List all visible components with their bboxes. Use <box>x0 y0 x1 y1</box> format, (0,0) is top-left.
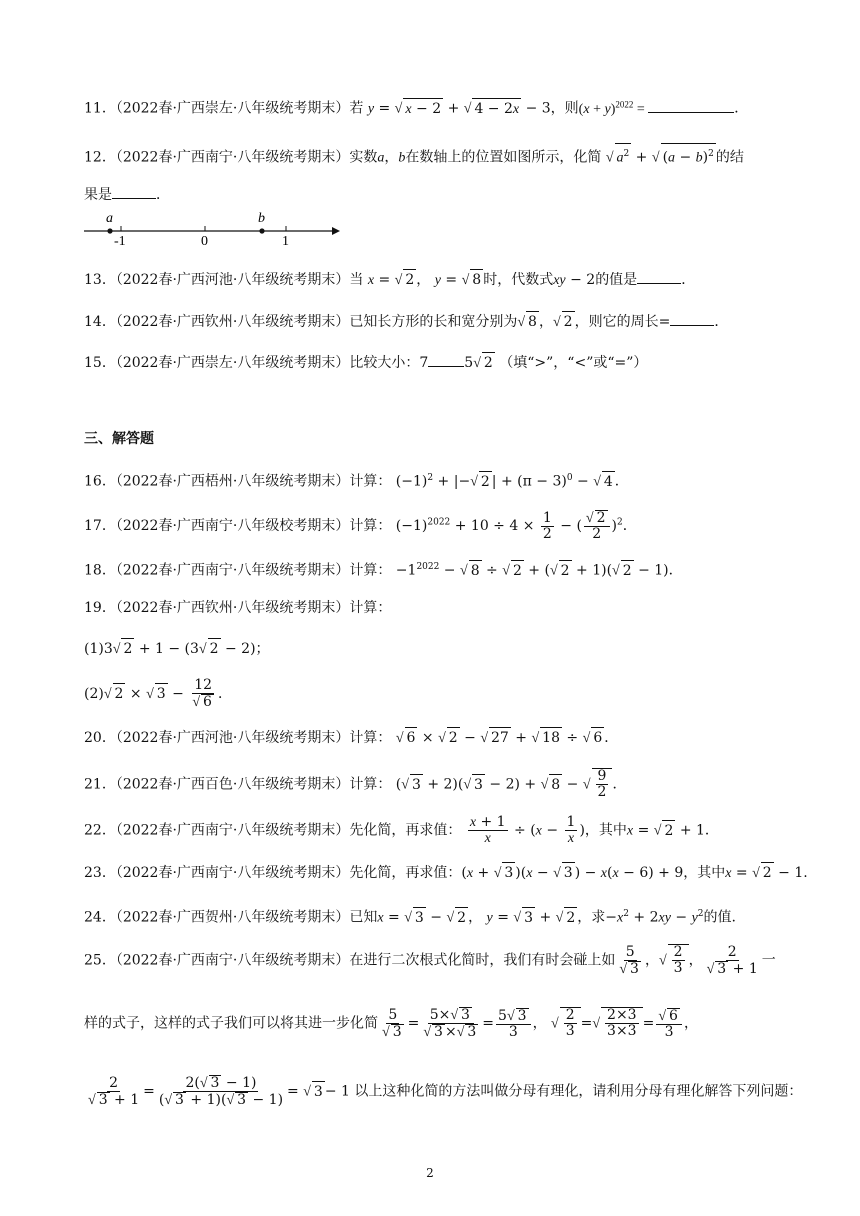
question-source: （2022春·广西钦州·八年级统考期末） <box>115 314 350 330</box>
question-text: ，其中 <box>683 865 726 881</box>
question-19 <box>84 598 391 618</box>
period: ． <box>156 187 170 203</box>
question-12-line2 <box>84 184 170 205</box>
question-23: 23．（2022春·广西南宁·八年级统考期末）先化简，再求值：(x + √ 3 )(x − √ 3 ) − x(x − 6) + 9，其中x = √ 2 − 1. <box>84 862 808 884</box>
question-number: 25． <box>84 952 116 969</box>
question-source: （2022春·广西崇左·八年级统考期末） <box>115 100 350 117</box>
question-text: 已知 <box>349 909 378 926</box>
question-text: 的值. <box>703 909 736 926</box>
question-source: （2022春·广西南宁·八年级校考期末） <box>115 518 350 534</box>
question-source: （2022春·广西百色·八年级统考期末） <box>115 776 350 793</box>
question-text: 的值是 <box>595 272 638 288</box>
answer-blank[interactable] <box>637 269 681 284</box>
answer-blank[interactable] <box>428 352 464 367</box>
part-label: (2) <box>84 686 104 702</box>
question-14: 14．（2022春·广西钦州·八年级统考期末）已知长方形的长和宽分别为√ 8 ，√ 2 ，则它的周长= ． <box>84 311 728 333</box>
question-source: （2022春·广西河池·八年级统考期末） <box>115 730 350 746</box>
question-source: （2022春·广西南宁·八年级统考期末） <box>115 562 350 579</box>
question-19-part-1: (1)3√ 2 + 1 − (3√ 2 − 2)； <box>84 638 270 660</box>
question-number: 23． <box>84 865 116 881</box>
question-text: 样的式子，这样的式子我们可以将其进一步化简 <box>84 1015 378 1032</box>
question-number: 16． <box>84 473 116 490</box>
question-source: （2022春·广西南宁·八年级统考期末） <box>115 952 350 969</box>
question-text: 计算： <box>349 600 392 616</box>
label-1: 1 <box>282 234 289 248</box>
label-a: a <box>106 211 113 226</box>
question-text: 计算： <box>349 518 392 534</box>
question-20: 20．（2022春·广西河池·八年级统考期末）计算： √ 6 × √ 2 − √ 27 + √ 18 ÷ √ 6 ． <box>84 727 618 749</box>
answer-blank[interactable] <box>112 184 156 199</box>
question-25-line3: $\frac{2}{√ 3 + 1}$ = $\frac{2(√ 3 - 1)}{(√ 3 + 1)(√ 3 - 1)}$ = √ 3 − 1 以上这种化简的方法叫做分母有理化，请利用分母有理化解答下列问题： <box>88 1074 803 1108</box>
question-number: 11． <box>84 100 116 117</box>
var-b: b <box>398 150 406 166</box>
var-a: a <box>377 150 385 166</box>
question-number: 15． <box>84 355 116 371</box>
question-number: 19． <box>84 600 116 616</box>
number-line <box>84 208 344 248</box>
question-15: 15．（2022春·广西崇左·八年级统考期末）比较大小：7 5√ 2 （填“>”，“<”或“=”） <box>84 352 647 374</box>
question-source: （2022春·广西南宁·八年级统考期末） <box>115 865 350 881</box>
question-18: 18．（2022春·广西南宁·八年级统考期末）计算： $-1^{2022}$ − √ 8 ÷ √ 2 + (√ 2 + 1)(√ 2 − 1)． <box>84 557 683 582</box>
part-label: (1) <box>84 641 104 657</box>
question-text: 已知长方形的长和宽分别为 <box>349 314 518 330</box>
section-heading: 三、解答题 <box>84 431 154 447</box>
question-12: 12．（2022春·广西南宁·八年级统考期末）实数a，b在数轴上的位置如图所示，化简 √ $a^2$ + √ $(a - b)^2$ 的结 <box>84 143 744 169</box>
question-source: （2022春·广西崇左·八年级统考期末） <box>115 355 350 371</box>
question-number: 24． <box>84 909 116 926</box>
label-b: b <box>258 211 265 226</box>
answer-blank[interactable] <box>670 311 714 326</box>
question-number: 13． <box>84 272 116 288</box>
question-source: （2022春·广西南宁·八年级统考期末） <box>115 822 350 839</box>
page-number: 2 <box>426 1166 434 1180</box>
math-expression: y <box>367 101 375 117</box>
question-25-line2: 样的式子，这样的式子我们可以将其进一步化简 $\frac{5}{√ 3}$ = $\frac{5\times√ 3}{√ 3 \times√ 3}$ = $\frac{5√ 3}{3}$ ， √ $\frac{2}{3}$ =√ $\frac{2\times 3}{3\times 3}$ = $\frac{√ 6}{3}$ ， <box>84 1006 698 1040</box>
question-number: 14． <box>84 314 116 330</box>
question-text: 时，代数式 <box>483 272 554 288</box>
separator: ， <box>384 149 399 166</box>
question-text: 一 <box>761 952 776 969</box>
question-text: 比较大小：7 <box>349 355 429 371</box>
label-0: 0 <box>201 234 208 248</box>
question-13: 13．（2022春·广西河池·八年级统考期末）当 x = √ 2 ， y = √ 8 时，代数式xy − 2的值是 ． <box>84 269 695 291</box>
question-text: 先化简，再求值： <box>349 865 462 881</box>
question-21: 21．（2022春·广西百色·八年级统考期末）计算： (√ 3 + 2)(√ 3 − 2) + √ 8 − √ $\frac{9}{2}$ ． <box>84 768 627 800</box>
period: ． <box>714 314 729 330</box>
question-17: 17．（2022春·广西南宁·八年级校考期末）计算： $(-1)^{2022} + 10 \div 4$ × $\frac{1}{2}$ − ( $\frac{√ 2}{2}$ )$^2$． <box>84 509 637 542</box>
question-number: 21． <box>84 776 116 793</box>
question-text: ，则 <box>550 100 579 117</box>
question-text: 果是 <box>84 187 112 203</box>
question-text: 计算： <box>349 473 392 490</box>
question-text: ，则它的周长= <box>574 314 671 330</box>
label-minus-1: -1 <box>114 234 126 248</box>
question-source: （2022春·广西南宁·八年级统考期末） <box>115 149 350 166</box>
answer-blank[interactable] <box>648 98 734 113</box>
question-text: 计算： <box>349 562 392 579</box>
question-24: 24．（2022春·广西贺州·八年级统考期末）已知x = √ 3 − √ 2 ， y = √ 3 + √ 2 ，求$-x^2 + 2xy - y^2$的值. <box>84 904 736 929</box>
question-number: 20． <box>84 730 116 746</box>
question-source: （2022春·广西河池·八年级统考期末） <box>115 272 350 288</box>
question-text: 在数轴上的位置如图所示，化简 <box>405 149 602 166</box>
question-text: ，其中 <box>584 822 627 839</box>
period: ． <box>681 272 696 288</box>
question-text: 当 <box>349 272 364 288</box>
question-11: 11．（2022春·广西崇左·八年级统考期末）若 y = √ x − 2 + √ 4 − 2x − 3，则$(x + y)^{2022}$ = ． <box>84 94 748 120</box>
question-22: 22．（2022春·广西南宁·八年级统考期末）先化简，再求值： $\frac{x + 1}{x}$ ÷ (x − $\frac{1}{x}$ )，其中x = √ 2 + 1． <box>84 814 719 846</box>
question-number: 17． <box>84 518 116 534</box>
question-19-part-2: (2)√ 2 × √ 3 − $\frac{12}{√ 6}$ ． <box>84 677 232 710</box>
question-25: 25．（2022春·广西南宁·八年级统考期末）在进行二次根式化简时，我们有时会碰上如 $\frac{5}{√ 3}$ ，√ $\frac{2}{3}$ ， $\frac{2}{√ 3 + 1}$ 一 <box>84 943 776 977</box>
question-source: （2022春·广西梧州·八年级统考期末） <box>115 473 350 490</box>
question-text: 的结 <box>715 149 744 166</box>
question-number: 18． <box>84 562 116 579</box>
question-number: 22． <box>84 822 116 839</box>
question-text: 实数 <box>349 149 378 166</box>
question-source: （2022春·广西贺州·八年级统考期末） <box>115 909 350 926</box>
question-number: 12． <box>84 149 116 166</box>
question-text: ，求 <box>577 909 606 926</box>
question-16: 16．（2022春·广西梧州·八年级统考期末）计算： $(-1)^2$ + |−√ 2 | + $(\pi - 3)^0$ − √ 4 ． <box>84 468 629 493</box>
question-text: 以上这种化简的方法叫做分母有理化，请利用分母有理化解答下列问题： <box>354 1083 803 1100</box>
point-a <box>107 228 112 233</box>
question-text: 计算： <box>349 730 392 746</box>
question-text: 在进行二次根式化简时，我们有时会碰上如 <box>349 952 616 969</box>
question-text: （填“>”，“<”或“=”） <box>499 355 648 371</box>
arrow-head <box>332 227 340 235</box>
question-text: 计算： <box>349 776 392 793</box>
question-text: 先化简，再求值： <box>349 822 462 839</box>
question-text: 若 <box>349 100 364 117</box>
point-b <box>259 228 264 233</box>
question-source: （2022春·广西钦州·八年级统考期末） <box>115 600 350 616</box>
